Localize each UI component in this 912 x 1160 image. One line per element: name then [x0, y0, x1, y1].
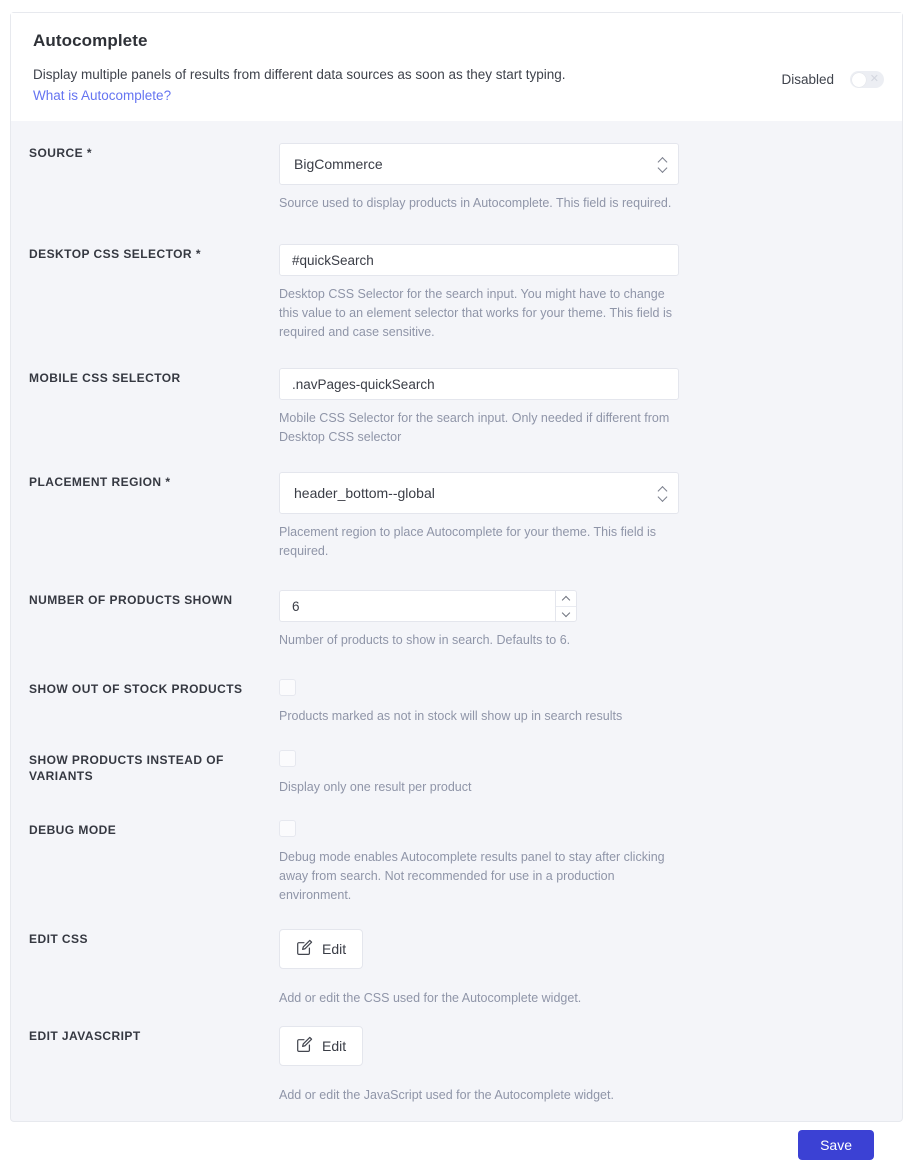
- edit-javascript-button[interactable]: [279, 1026, 363, 1066]
- edit-pencil-icon: [296, 1036, 313, 1056]
- field-row-source: [11, 121, 902, 213]
- label-mobile-selector: MOBILE CSS SELECTOR: [29, 371, 181, 385]
- enable-toggle[interactable]: [850, 71, 884, 88]
- placement-select-wrap: [279, 472, 679, 514]
- control-edit-javascript: [279, 1026, 884, 1105]
- stepper-buttons: [555, 590, 577, 622]
- control-out-of-stock: [279, 679, 884, 726]
- control-desktop-selector: [279, 244, 884, 342]
- help-source: Source used to display products in Autocomplete. This field is required.: [279, 196, 672, 210]
- products-instead-variants-checkbox[interactable]: [279, 750, 296, 767]
- out-of-stock-checkbox[interactable]: [279, 679, 296, 696]
- settings-form: [11, 121, 902, 1160]
- help-edit-javascript: Add or edit the JavaScript used for the Autocomplete widget.: [279, 1088, 614, 1102]
- placement-region-select[interactable]: header_bottom--global: [279, 472, 679, 514]
- edit-javascript-button-label: Edit: [322, 1038, 347, 1054]
- label-placement-region: PLACEMENT REGION *: [29, 475, 171, 489]
- field-row-debug-mode: [11, 797, 902, 905]
- field-row-products-instead-variants: [11, 726, 902, 797]
- field-row-mobile-selector: [11, 342, 902, 447]
- save-button[interactable]: Save: [798, 1130, 874, 1160]
- enable-toggle-group: [781, 71, 884, 88]
- form-actions: [11, 1130, 902, 1160]
- card-header: [11, 13, 902, 121]
- help-desktop-selector: Desktop CSS Selector for the search input. You might have to change this value to an element selector that works for your theme. This field is required and case sensitive.: [279, 287, 673, 339]
- label-debug-mode: DEBUG MODE: [29, 823, 117, 837]
- autocomplete-settings-card: [10, 12, 903, 1153]
- edit-pencil-icon: [296, 939, 313, 959]
- card-description: Display multiple panels of results from different data sources as soon as they start typing.: [33, 67, 566, 82]
- control-placement-region: [279, 472, 884, 561]
- help-products-shown: Number of products to show in search. Defaults to 6.: [279, 633, 571, 647]
- field-row-products-shown: [11, 561, 902, 650]
- control-products-shown: [279, 590, 884, 650]
- desktop-css-selector-input[interactable]: [279, 244, 679, 276]
- field-row-edit-css: [11, 905, 902, 1008]
- close-icon: ✕: [869, 73, 879, 85]
- stepper-decrement-button[interactable]: [556, 607, 576, 622]
- field-row-out-of-stock: [11, 650, 902, 726]
- products-shown-stepper: [279, 590, 577, 622]
- source-select-wrap: [279, 143, 679, 185]
- label-desktop-selector: DESKTOP CSS SELECTOR *: [29, 247, 201, 261]
- help-mobile-selector: Mobile CSS Selector for the search input. Only needed if different from Desktop CSS selector: [279, 411, 670, 444]
- field-row-placement-region: [11, 447, 902, 561]
- label-products-shown: NUMBER OF PRODUCTS SHOWN: [29, 593, 233, 607]
- field-row-desktop-selector: [11, 213, 902, 342]
- debug-mode-checkbox[interactable]: [279, 820, 296, 837]
- edit-css-button-label: Edit: [322, 941, 347, 957]
- control-debug-mode: [279, 820, 884, 905]
- control-source: [279, 143, 884, 213]
- help-debug-mode: Debug mode enables Autocomplete results panel to stay after clicking away from search. Not recommended for use in a production environment.: [279, 850, 665, 902]
- mobile-css-selector-input[interactable]: [279, 368, 679, 400]
- label-products-instead-variants: SHOW PRODUCTS INSTEAD OF VARIANTS: [29, 753, 224, 784]
- edit-css-button[interactable]: [279, 929, 363, 969]
- toggle-status-label: Disabled: [781, 72, 834, 87]
- control-mobile-selector: [279, 368, 884, 447]
- stepper-increment-button[interactable]: [556, 591, 576, 607]
- help-out-of-stock: Products marked as not in stock will show up in search results: [279, 709, 623, 723]
- toggle-knob: [852, 73, 866, 87]
- control-edit-css: [279, 929, 884, 1008]
- page-title: Autocomplete: [33, 31, 148, 50]
- help-placement-region: Placement region to place Autocomplete for your theme. This field is required.: [279, 525, 657, 558]
- control-products-instead-variants: [279, 750, 884, 797]
- label-out-of-stock: SHOW OUT OF STOCK PRODUCTS: [29, 682, 243, 696]
- label-source: SOURCE *: [29, 146, 92, 160]
- help-edit-css: Add or edit the CSS used for the Autocomplete widget.: [279, 991, 582, 1005]
- what-is-autocomplete-link[interactable]: What is Autocomplete?: [33, 87, 172, 103]
- products-shown-input[interactable]: [279, 590, 555, 622]
- label-edit-javascript: EDIT JAVASCRIPT: [29, 1029, 141, 1043]
- label-edit-css: EDIT CSS: [29, 932, 88, 946]
- help-products-instead-variants: Display only one result per product: [279, 780, 472, 794]
- field-row-edit-javascript: [11, 1008, 902, 1105]
- source-select[interactable]: BigCommerce: [279, 143, 679, 185]
